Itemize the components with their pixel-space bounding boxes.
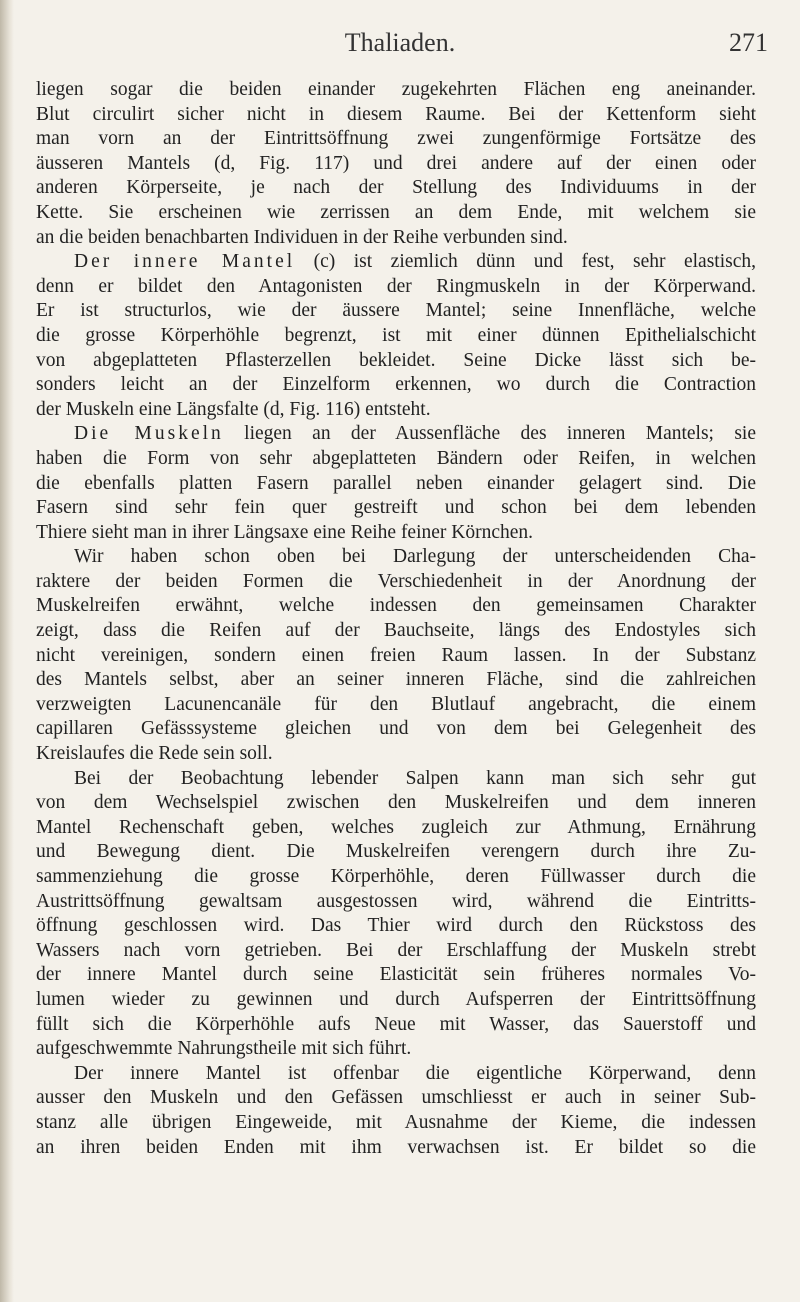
text-line: raktere der beiden Formen die Verschiedenheit in der Anordnung der (36, 570, 756, 592)
text-line: Mantel Rechenschaft geben, welches zugleich zur Athmung, Ernährung (36, 816, 756, 838)
text-line: öffnung geschlossen wird. Das Thier wird durch den Rückstoss des (36, 915, 756, 937)
spaced-lead-term: Der innere Mantel (74, 251, 296, 273)
paragraph-first-line (36, 250, 756, 275)
text-line: an ihren beiden Enden mit ihm verwachsen ist. Er bildet so die (36, 1136, 756, 1158)
text-line: haben die Form von sehr abgeplatteten Bändern oder Reifen, in welchen (36, 447, 756, 469)
text-line: lumen wieder zu gewinnen und durch Aufsperren der Eintrittsöffnung (36, 988, 756, 1010)
binding-edge (0, 0, 14, 1302)
text-line: Muskelreifen erwähnt, welche indessen den gemeinsamen Charakter (36, 595, 756, 617)
running-title: Thaliaden. (344, 28, 456, 57)
text-line: der Muskeln eine Längsfalte (d, Fig. 116) entsteht. (36, 398, 431, 420)
text-line: Austrittsöffnung gewaltsam ausgestossen wird, während die Eintritts- (36, 890, 756, 912)
text-line: Der innere Mantel ist offenbar die eigentliche Körperwand, denn (74, 1062, 756, 1084)
text-line: nicht vereinigen, sondern einen freien Raum lassen. In der Substanz (36, 644, 756, 666)
text-line: des Mantels selbst, aber an seiner inneren Fläche, sind die zahlreichen (36, 669, 756, 691)
spaced-lead-term: Die Muskeln (74, 423, 224, 445)
text-line: Bei der Beobachtung lebender Salpen kann man sich sehr gut (74, 767, 756, 789)
paragraph-first-line (36, 422, 756, 447)
text-line: Wassers nach vorn getrieben. Bei der Erschlaffung der Muskeln strebt (36, 939, 756, 961)
text-line: an die beiden benachbarten Individuen in der Reihe verbunden sind. (36, 226, 568, 248)
body-text (36, 78, 756, 1160)
page-header (0, 24, 800, 64)
text-line: äusseren Mantels (d, Fig. 117) und drei andere auf der einen oder (36, 152, 756, 174)
text-line: Kreislaufes die Rede sein soll. (36, 743, 273, 765)
text-line: stanz alle übrigen Eingeweide, mit Ausnahme der Kieme, die indessen (36, 1111, 756, 1133)
text-line: aufgeschwemmte Nahrungstheile mit sich führt. (36, 1038, 412, 1060)
text-line: Wir haben schon oben bei Darlegung der unterscheidenden Cha- (74, 546, 756, 568)
text-line: die ebenfalls platten Fasern parallel neben einander gelagert sind. Die (36, 472, 756, 494)
text-line: anderen Körperseite, je nach der Stellung des Individuums in der (36, 177, 756, 199)
text-line: capillaren Gefässsysteme gleichen und von dem bei Gelegenheit des (36, 718, 756, 740)
text-line: die grosse Körperhöhle begrenzt, ist mit einer dünnen Epithelialschicht (36, 324, 756, 346)
text-line: sonders leicht an der Einzelform erkennen, wo durch die Contraction (36, 374, 756, 396)
text-line-rest: liegen an der Aussenfläche des inneren Mantels; sie (223, 423, 757, 445)
text-line: füllt sich die Körperhöhle aufs Neue mit Wasser, das Sauerstoff und (36, 1013, 756, 1035)
text-line: Kette. Sie erscheinen wie zerrissen an dem Ende, mit welchem sie (36, 201, 756, 223)
text-line: denn er bildet den Antagonisten der Ringmuskeln in der Körperwand. (36, 275, 756, 297)
text-line: zeigt, dass die Reifen auf der Bauchseite, längs des Endostyles sich (36, 620, 756, 642)
text-line: liegen sogar die beiden einander zugekehrten Flächen eng aneinander. (36, 79, 756, 100)
text-line: Thiere sieht man in ihrer Längsaxe eine Reihe feiner Körnchen. (36, 521, 534, 543)
text-line: und Bewegung dient. Die Muskelreifen verengern durch ihre Zu- (36, 841, 756, 863)
page-number: 271 (729, 28, 768, 57)
text-line-rest: (c) ist ziemlich dünn und fest, sehr elastisch, (295, 251, 756, 273)
text-line: ausser den Muskeln und den Gefässen umschliesst er auch in seiner Sub- (36, 1087, 756, 1109)
text-line: Fasern sind sehr fein quer gestreift und schon bei dem lebenden (36, 497, 756, 519)
text-line: der innere Mantel durch seine Elasticität sein früheres normales Vo- (36, 964, 756, 986)
text-line: sammenziehung die grosse Körperhöhle, deren Füllwasser durch die (36, 866, 756, 887)
text-line: man vorn an der Eintrittsöffnung zwei zungenförmige Fortsätze des (36, 128, 756, 150)
text-line: von abgeplatteten Pflasterzellen bekleidet. Seine Dicke lässt sich be- (36, 349, 756, 371)
text-line: Er ist structurlos, wie der äussere Mantel; seine Innenfläche, welche (36, 300, 756, 322)
text-line: Blut circulirt sicher nicht in diesem Raume. Bei der Kettenform sieht (36, 103, 756, 125)
text-line: verzweigten Lacunencanäle für den Blutlauf angebracht, die einem (36, 693, 756, 715)
text-line: von dem Wechselspiel zwischen den Muskelreifen und dem inneren (36, 792, 756, 814)
